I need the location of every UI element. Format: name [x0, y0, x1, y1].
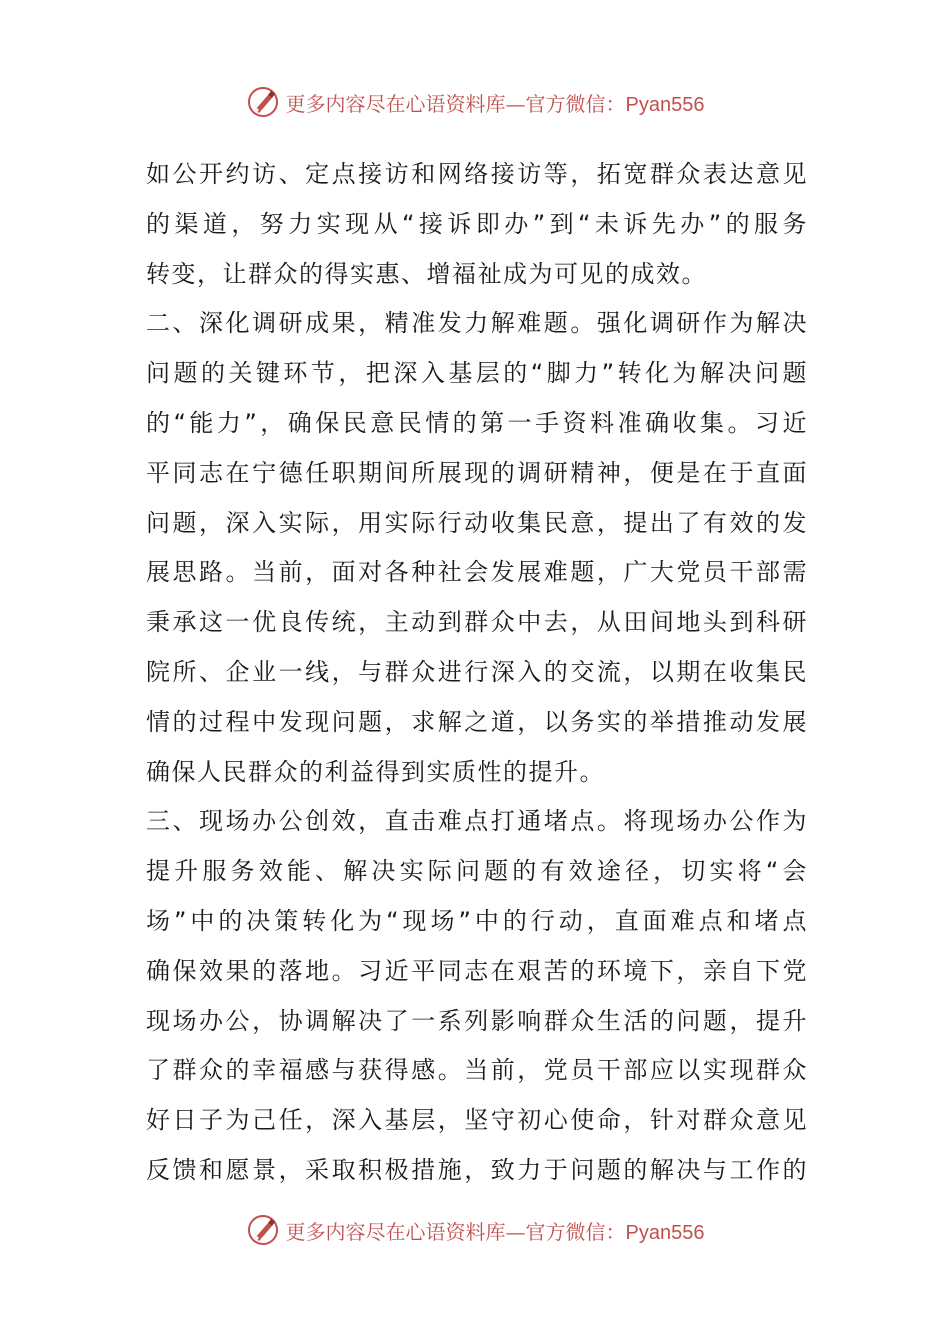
- text-line: 情的过程中发现问题，求解之道，以务实的举措推动发展: [146, 707, 808, 736]
- text-line: 问题，深入实际，用实际行动收集民意，提出了有效的发: [146, 508, 808, 537]
- text-line: 确保效果的落地。习近平同志在艰苦的环境下，亲自下党: [146, 956, 808, 985]
- pen-nib-logo-icon: [246, 1213, 280, 1247]
- text-line: 展思路。当前，面对各种社会发展难题，广大党员干部需: [146, 558, 808, 587]
- document-body: [146, 150, 808, 1196]
- text-line: 院所、企业一线，与群众进行深入的交流，以期在收集民: [146, 657, 808, 686]
- footer-watermark: [0, 1210, 950, 1250]
- header-watermark: [0, 82, 950, 122]
- text-line: 平同志在宁德任职期间所展现的调研精神，便是在于直面: [146, 458, 808, 487]
- text-line: 了群众的幸福感与获得感。当前，党员干部应以实现群众: [146, 1056, 808, 1085]
- text-line: 问题的关键环节，把深入基层的“脚力”转化为解决问题: [146, 359, 808, 388]
- watermark-text: 更多内容尽在心语资料库—官方微信：Pyan556: [285, 1219, 705, 1244]
- text-line: 的渠道，努力实现从“接诉即办”到“未诉先办”的服务: [146, 209, 808, 238]
- wechat-id: Pyan556: [625, 1221, 705, 1244]
- text-line: 如公开约访、定点接访和网络接访等，拓宽群众表达意见: [146, 160, 808, 188]
- text-line: 提升服务效能、解决实际问题的有效途径，切实将“会: [146, 857, 808, 886]
- text-line: 的“能力”，确保民意民情的第一手资料准确收集。习近: [146, 408, 808, 437]
- text-line: 反馈和愿景，采取积极措施，致力于问题的解决与工作的: [146, 1155, 808, 1184]
- watermark-text: 更多内容尽在心语资料库—官方微信：Pyan556: [285, 91, 705, 116]
- text-line: 转变，让群众的得实惠、增福祉成为可见的成效。: [146, 259, 707, 288]
- wechat-id: Pyan556: [625, 93, 705, 116]
- text-line: 三、现场办公创效，直击难点打通堵点。将现场办公作为: [146, 807, 808, 836]
- text-line: 好日子为己任，深入基层，坚守初心使命，针对群众意见: [146, 1106, 808, 1135]
- pen-nib-logo-icon: [246, 85, 280, 119]
- text-line: 现场办公，协调解决了一系列影响群众生活的问题，提升: [146, 1006, 808, 1035]
- text-line: 场”中的决策转化为“现场”中的行动，直面难点和堵点: [146, 906, 808, 935]
- text-line: 确保人民群众的利益得到实质性的提升。: [146, 757, 605, 786]
- text-line: 二、深化调研成果，精准发力解难题。强化调研作为解决: [146, 309, 808, 338]
- text-line: 秉承这一优良传统，主动到群众中去，从田间地头到科研: [146, 608, 808, 637]
